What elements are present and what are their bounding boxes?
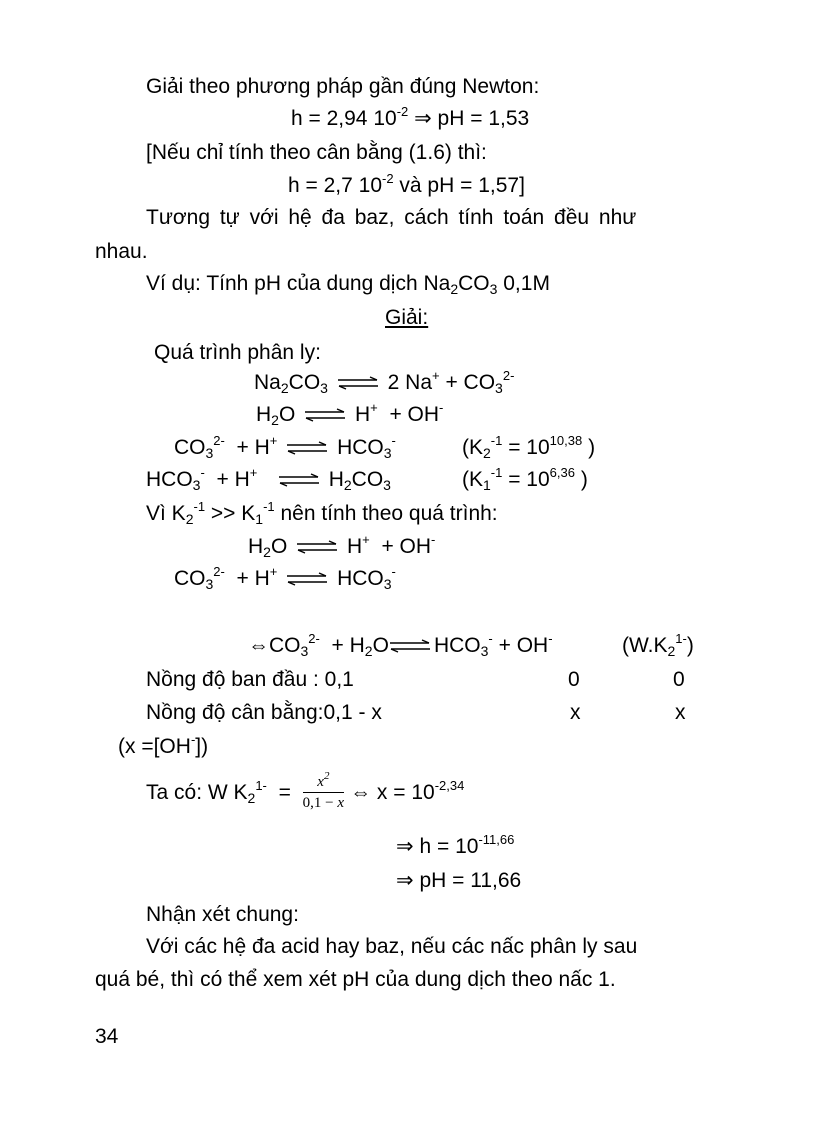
eq5-oh: + OH xyxy=(381,535,432,558)
since-a-sub: 2 xyxy=(185,511,194,527)
eq4-h2co-sub: 2 xyxy=(343,477,352,493)
eq1-rhs: 2 Na xyxy=(387,371,432,394)
equation-carbonate-2 xyxy=(174,566,396,592)
eq4-h2co-sub3: 3 xyxy=(383,477,391,493)
eq3-k-sup: -1 xyxy=(490,433,503,448)
eq2-sub: 2 xyxy=(271,412,279,428)
num-sup: 2 xyxy=(323,770,330,783)
x-def-close: ]) xyxy=(195,735,209,758)
note-ph: và pH = 1,57] xyxy=(399,174,525,197)
taco-label: Ta có: W K xyxy=(146,781,248,804)
eq6-hco: HCO xyxy=(337,567,384,590)
taco-iff: ⇔ xyxy=(350,781,372,804)
eq6-co-sup: 2- xyxy=(213,564,225,579)
newton-ph: pH = 1,53 xyxy=(437,107,530,130)
eq1-plus-sup: + xyxy=(432,368,440,383)
eq4-hco: HCO xyxy=(146,468,193,491)
x-def-text: (x =[OH xyxy=(118,735,191,758)
taco-res-exp: -2,34 xyxy=(434,778,465,793)
taco-eq: = xyxy=(278,781,291,804)
eq6-h-sup: + xyxy=(269,564,278,579)
example-sub2: 2 xyxy=(450,281,459,297)
eq6-co: CO xyxy=(174,567,206,590)
eq3-co-sup: 2- xyxy=(213,433,225,448)
since-gt: >> K xyxy=(210,502,256,525)
equation-carbonate xyxy=(174,435,396,461)
since-a: Vì K xyxy=(146,502,186,525)
eq1-sub2: 2 xyxy=(280,380,289,396)
equil-label: Nồng độ cân bằng: xyxy=(146,701,324,724)
eq1-co3: + CO xyxy=(445,371,496,394)
equilibrium-arrow-icon xyxy=(304,408,346,422)
eq1-co3-sub: 3 xyxy=(495,380,503,396)
para1-line1 xyxy=(146,205,636,231)
taco-res: x = 10 xyxy=(376,781,435,804)
eq3-hco: HCO xyxy=(337,436,384,459)
taco-line xyxy=(146,771,464,815)
eq5-hplus-sup: + xyxy=(362,532,370,547)
equilibrium-arrow-icon xyxy=(286,572,328,586)
equation-hydrolysis xyxy=(248,633,553,659)
eq1-sub3: 3 xyxy=(320,380,328,396)
eq4-k-exp: 6,36 xyxy=(549,465,575,480)
initial-c3-cell: 0 xyxy=(673,668,685,691)
sum-oh: + OH xyxy=(498,634,549,657)
sum-k-sup: 1- xyxy=(675,631,687,646)
eq5-sub: 2 xyxy=(263,544,271,560)
eq3-k: (K xyxy=(462,436,483,459)
intro-line xyxy=(146,74,539,100)
eq4-h-sup: + xyxy=(249,465,258,480)
iff-symbol: ⇔ xyxy=(248,634,269,657)
initial-concentration-label xyxy=(146,667,354,693)
eq4-h2co-co: CO xyxy=(351,468,384,491)
sum-co-sub: 3 xyxy=(300,643,309,659)
equilibrium-concentration-label xyxy=(146,700,382,726)
para1-line2 xyxy=(95,239,148,265)
since-line xyxy=(146,501,498,527)
note-h: h = 2,7 10 xyxy=(288,174,382,197)
example-co: CO xyxy=(458,272,490,295)
example-sub3: 3 xyxy=(489,281,498,297)
taco-sub: 2 xyxy=(247,790,256,806)
equation-hydrolysis-k xyxy=(622,633,694,659)
eq6-hco-sup: - xyxy=(391,564,396,579)
implies-symbol: ⇒ xyxy=(414,107,432,130)
equation-dissociation xyxy=(254,370,514,396)
eq4-k-sup: -1 xyxy=(490,465,503,480)
since-rest: nên tính theo quá trình: xyxy=(280,502,498,525)
equation-bicarbonate xyxy=(146,467,391,493)
solution-heading: Giải: xyxy=(385,306,429,329)
process-label: Quá trình phân ly: xyxy=(154,341,321,364)
eq3-h: + H xyxy=(236,436,270,459)
equilibrium-arrow-icon xyxy=(389,639,431,653)
eq2-hplus: H xyxy=(355,403,371,426)
eq6-co-sub: 3 xyxy=(205,576,214,592)
sum-h-sub: 2 xyxy=(364,643,373,659)
h-result-line xyxy=(396,834,514,860)
equilibrium-arrow-icon xyxy=(286,441,328,455)
newton-h-exp: -2 xyxy=(396,104,409,119)
note-intro-line xyxy=(146,140,487,166)
eq4-h2co: H xyxy=(328,468,344,491)
newton-h: h = 2,94 10 xyxy=(291,107,397,130)
sum-co: CO xyxy=(269,634,301,657)
sum-oh-sup: - xyxy=(548,631,553,646)
fraction xyxy=(302,770,345,813)
ph-result-line xyxy=(396,868,521,894)
eq1-co3-sup: 2- xyxy=(502,368,515,383)
sum-hco: HCO xyxy=(433,634,481,657)
equil-c2-cell: x xyxy=(570,701,581,724)
eq4-h: + H xyxy=(216,468,250,491)
initial-c1: 0,1 xyxy=(324,668,354,691)
eq4-hco-sup: - xyxy=(200,465,205,480)
sum-k: (W.K xyxy=(622,634,668,657)
para1-text-2: nhau. xyxy=(95,240,148,263)
fraction-numerator xyxy=(303,770,344,793)
eq3-h-sup: + xyxy=(269,433,278,448)
example-suffix: 0,1M xyxy=(503,272,550,295)
initial-label: Nồng độ ban đầu : xyxy=(146,668,319,691)
eq3-k-sub: 2 xyxy=(483,445,491,461)
eq5-o: O xyxy=(270,535,288,558)
equation-water xyxy=(256,402,443,428)
para1-text-1: Tương tự với hệ đa baz, cách tính toán đều như xyxy=(146,206,637,229)
remark-line1: Với các hệ đa acid hay baz, nếu các nấc phân ly sau xyxy=(146,935,638,958)
sum-co-sup: 2- xyxy=(308,631,320,646)
h-result-text: h = 10 xyxy=(419,835,479,858)
eq4-k-sub: 1 xyxy=(483,477,491,493)
equation-carbonate-k xyxy=(462,435,595,461)
example-line xyxy=(146,271,550,297)
equilibrium-arrow-icon xyxy=(337,376,379,390)
eq2-oh: + OH xyxy=(389,403,440,426)
newton-result xyxy=(291,106,529,132)
initial-c2-cell: 0 xyxy=(568,668,580,691)
eq2-o: O xyxy=(278,403,296,426)
x-definition xyxy=(118,734,208,760)
since-b-sup: -1 xyxy=(263,499,275,514)
equil-c1: 0,1 - x xyxy=(323,701,382,724)
taco-sup: 1- xyxy=(255,778,267,793)
note-intro: [Nếu chỉ tính theo cân bằng (1.6) thì: xyxy=(146,141,487,164)
intro-text: Giải theo phương pháp gần đúng Newton: xyxy=(146,75,540,98)
eq3-k-close: ) xyxy=(588,436,596,459)
x-def-sup: - xyxy=(190,732,196,747)
equation-water-2 xyxy=(248,534,435,560)
sum-o: O xyxy=(372,634,389,657)
equilibrium-arrow-icon xyxy=(278,473,320,487)
implies-symbol: ⇒ xyxy=(396,869,414,892)
eq5-h: H xyxy=(248,535,264,558)
eq1-co: CO xyxy=(288,371,321,394)
sum-k-close: ) xyxy=(686,634,694,657)
equilibrium-arrow-icon xyxy=(296,540,338,554)
eq3-k-val: = 10 xyxy=(508,436,550,459)
eq5-hplus: H xyxy=(347,535,363,558)
den-a: 0,1 − xyxy=(302,795,338,812)
remark-line2: quá bé, thì có thể xem xét pH của dung dịch theo nấc 1. xyxy=(95,968,616,991)
eq6-h: + H xyxy=(236,567,270,590)
note-result xyxy=(288,173,525,199)
ph-result-text: pH = 11,66 xyxy=(419,869,522,892)
eq3-co: CO xyxy=(174,436,206,459)
eq3-k-exp: 10,38 xyxy=(549,433,583,448)
implies-symbol: ⇒ xyxy=(396,835,414,858)
sum-h: + H xyxy=(331,634,365,657)
eq4-hco-sub: 3 xyxy=(192,477,201,493)
eq2-hplus-sup: + xyxy=(370,400,378,415)
eq4-k-close: ) xyxy=(580,468,588,491)
eq2-oh-sup: - xyxy=(439,400,444,415)
num-x: x xyxy=(317,774,324,791)
eq4-k-val: = 10 xyxy=(508,468,550,491)
eq6-hco-sub: 3 xyxy=(383,576,392,592)
sum-hco-sub: 3 xyxy=(480,643,489,659)
eq4-k: (K xyxy=(462,468,483,491)
sum-hco-sup: - xyxy=(488,631,493,646)
h-result-exp: -11,66 xyxy=(478,832,515,847)
example-prefix: Ví dụ: Tính pH của dung dịch Na xyxy=(146,272,451,295)
eq3-hco-sup: - xyxy=(391,433,396,448)
eq2-h: H xyxy=(256,403,272,426)
page-number: 34 xyxy=(95,1025,119,1048)
eq5-oh-sup: - xyxy=(431,532,436,547)
den-x: x xyxy=(337,795,345,812)
since-b-sub: 1 xyxy=(255,511,264,527)
note-h-exp: -2 xyxy=(382,171,394,186)
remark-title: Nhận xét chung: xyxy=(146,903,299,926)
since-a-sup: -1 xyxy=(193,499,206,514)
fraction-denominator xyxy=(303,793,344,813)
eq3-hco-sub: 3 xyxy=(383,445,392,461)
equation-bicarbonate-k xyxy=(462,467,588,493)
eq3-co-sub: 3 xyxy=(205,445,214,461)
eq1-na: Na xyxy=(254,371,281,394)
equil-c3-cell: x xyxy=(675,701,686,724)
sum-k-sub: 2 xyxy=(667,643,676,659)
